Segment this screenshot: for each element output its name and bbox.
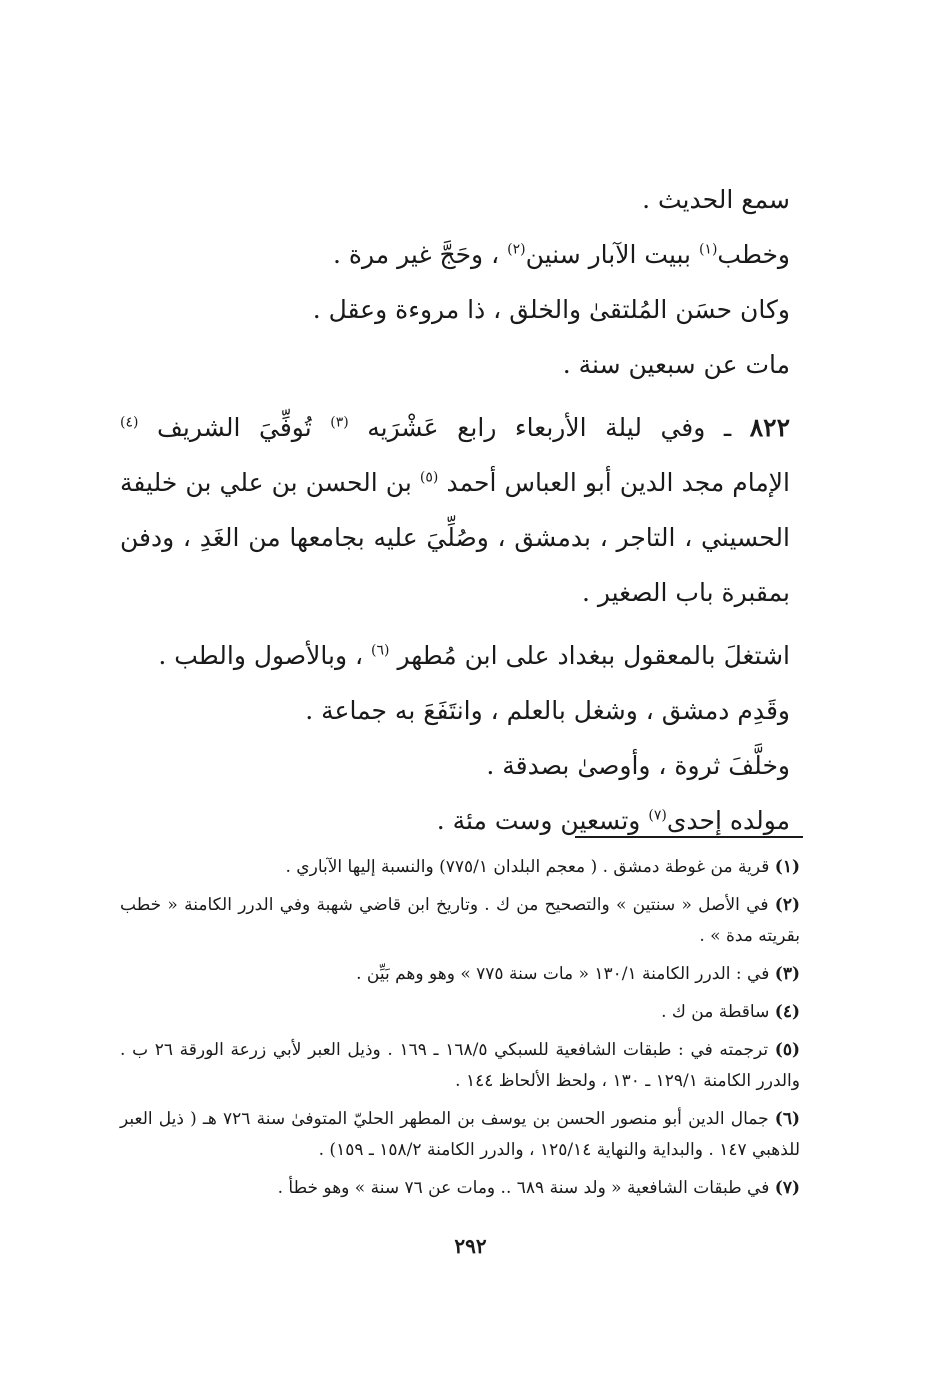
footnote-1: (١) قرية من غوطة دمشق . ( معجم البلدان ٧٧٥/١) والنسبة إليها الآباري . — [285, 857, 800, 877]
main-text — [120, 172, 790, 848]
footnote-ref-2[interactable]: (٢) — [507, 241, 526, 258]
text-line-2: وخطب$^{(١)}$ ببيت الآبار سنين$^{(٢)}$ ، وحَجَّ غير مرة . — [332, 240, 790, 269]
footnote-5: (٥) ترجمته في : طبقات الشافعية للسبكي ١٦٨/٥ ـ ١٦٩ . وذيل العبر لأبي زرعة الورقة ٢٦ ب . والدرر الكامنة ١٢٩/١ ـ ١٣٠ ، ولحظ الألحاظ ١٤٤ . — [120, 1040, 801, 1091]
text-line-4: مات عن سبعين سنة . — [562, 350, 790, 379]
entry-number: ٨٢٢ — [749, 413, 791, 442]
footnote-ref-7[interactable]: (٧) — [648, 807, 667, 824]
entry-line-6: وقَدِم دمشق ، وشغل بالعلم ، وانتَفَعَ به جماعة . — [305, 696, 790, 725]
text-line-1: سمع الحديث . — [642, 185, 790, 214]
footnote-ref-6[interactable]: (٦) — [371, 642, 390, 659]
entry-line-8: مولده إحدى$^{(٧)}$ وتسعين وست مئة . — [436, 806, 790, 835]
entry-line-5: اشتغلَ بالمعقول ببغداد على ابن مُطهر $^{(٦)}$ ، وبالأصول والطب . — [158, 641, 790, 670]
footnote-separator — [575, 836, 803, 838]
footnote-ref-4[interactable]: (٤) — [120, 414, 139, 431]
entry-line-4: بمقبرة باب الصغير . — [581, 578, 790, 607]
text-line-3: وكان حسَن المُلتقىٰ والخلق ، ذا مروءة وعقل . — [312, 295, 790, 324]
entry-line-3: الحسيني ، التاجر ، بدمشق ، وصُلِّيَ عليه بجامعها من الغَدِ ، ودفن — [120, 523, 790, 552]
page-number: ٢٩٢ — [454, 1234, 487, 1258]
footnote-7: (٧) في طبقات الشافعية « ولد سنة ٦٨٩ .. ومات عن ٧٦ سنة » وهو خطأ . — [277, 1178, 800, 1198]
entry-line-2: الإمام مجد الدين أبو العباس أحمد $^{(٥)}$ بن الحسن بن علي بن خليفة — [120, 468, 790, 497]
entry-line-7: وخلَّفَ ثروة ، وأوصىٰ بصدقة . — [486, 751, 790, 780]
footnotes — [120, 852, 800, 1211]
entry-heading-line: ٨٢٢ ـ وفي ليلة الأربعاء رابع عَشْرَيه $^{(٣)}$ تُوفِّيَ الشريف $^{(٤)}$ — [120, 413, 791, 442]
footnote-ref-5[interactable]: (٥) — [419, 469, 439, 486]
footnote-2: (٢) في الأصل « سنتين » والتصحيح من ك . وتاريخ ابن قاضي شهبة وفي الدرر الكامنة « خطب بقريته مدة » . — [120, 895, 800, 946]
footnote-ref-3[interactable]: (٣) — [330, 414, 349, 431]
footnote-6: (٦) جمال الدين أبو منصور الحسن بن يوسف بن المطهر الحليّ المتوفىٰ سنة ٧٢٦ هـ ( ذيل العبر للذهبي ١٤٧ . والبداية والنهاية ١٢٥/١٤ ، والدرر الكامنة ١٥٨/٢ ـ ١٥٩) . — [120, 1109, 801, 1160]
footnote-3: (٣) في : الدرر الكامنة ١٣٠/١ « مات سنة ٧٧٥ » وهو وهم بَيِّن . — [356, 964, 800, 984]
footnote-ref-1[interactable]: (١) — [698, 241, 718, 258]
footnote-4: (٤) ساقطة من ك . — [661, 1002, 800, 1022]
